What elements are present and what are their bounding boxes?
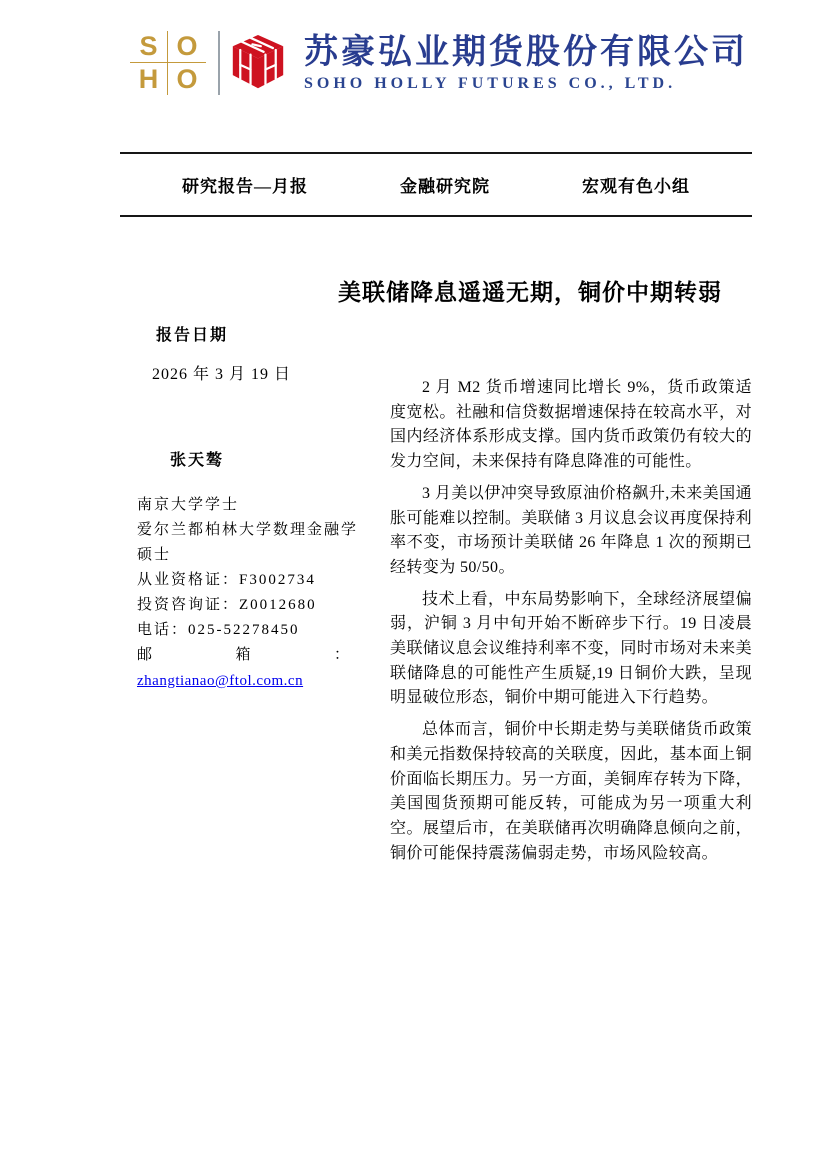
company-logo	[130, 30, 748, 96]
report-type-label: 研究报告—月报	[182, 177, 308, 196]
body-paragraph: 3 月美以伊冲突导致原油价格飙升,未来美国通胀可能难以控制。美联储 3 月议息会议再度保持利率不变，市场预计美联储 26 年降息 1 次的预期已经转变为 50/50。	[390, 484, 752, 576]
soho-letter: O	[176, 63, 198, 94]
company-name-en: SOHO HOLLY FUTURES CO., LTD.	[304, 75, 677, 92]
body-paragraph: 2 月 M2 货币增速同比增长 9%，货币政策适度宽松。社融和信贷数据增速保持在较高水平，对国内经济体系形成支撑。国内货币政策仍有较大的发力空间，未来保持有降息降准的可能性。	[390, 379, 752, 471]
credential-degree-bachelor: 南京大学学士	[137, 497, 240, 513]
header-band-labels	[120, 154, 752, 215]
company-names	[304, 33, 748, 93]
soho-letter: H	[130, 63, 168, 95]
soho-letter: S	[130, 31, 168, 63]
analyst-credentials	[137, 493, 370, 694]
report-title: 美联储降息遥遥无期，铜价中期转弱	[338, 280, 722, 305]
report-body	[390, 376, 752, 873]
email-label-char: 邮	[137, 647, 155, 663]
credential-degree-master: 爱尔兰都柏林大学数理金融学硕士	[137, 522, 359, 563]
institute-label: 金融研究院	[400, 177, 490, 196]
logo-divider	[218, 31, 220, 95]
email-label	[137, 643, 351, 668]
analyst-email-link[interactable]: zhangtianao@ftol.com.cn	[137, 673, 304, 689]
credential-advisory-cert: 投资咨询证：Z0012680	[137, 597, 317, 613]
email-label-char: ：	[333, 647, 351, 663]
body-paragraph: 总体而言，铜价中长期走势与美联储货币政策和美元指数保持较高的关联度，因此，基本面上铜价面临长期压力。另一方面，美铜库存转为下降，美国囤货预期可能反转，可能成为另一项重大利空。展望后市，在美联储再次明确降息倾向之前，铜价可能保持震荡偏弱走势，市场风险较高。	[390, 721, 752, 862]
email-label-char: 箱	[235, 647, 253, 663]
company-name-cn: 苏豪弘业期货股份有限公司	[304, 34, 748, 71]
credential-practice-cert: 从业资格证：F3002734	[137, 572, 316, 588]
report-date: 2026 年 3 月 19 日	[152, 366, 292, 383]
soho-letter: O	[168, 31, 206, 63]
header-rule-bottom	[120, 215, 752, 217]
cube-logo-icon	[230, 30, 286, 96]
soho-logo-mark	[130, 31, 206, 95]
team-label: 宏观有色小组	[582, 177, 690, 196]
credential-phone: 电话：025-52278450	[137, 622, 300, 638]
header-band	[120, 152, 752, 217]
report-date-label: 报告日期	[156, 327, 229, 344]
analyst-name: 张天骜	[170, 452, 225, 469]
body-paragraph: 技术上看，中东局势影响下，全球经济展望偏弱，沪铜 3 月中旬开始不断碎步下行。19 日凌晨美联储议息会议维持利率不变，同时市场对未来美联储降息的可能性产生质疑,19 日铜价大跌，呈现明显破位形态，铜价中期可能进入下行趋势。	[390, 590, 752, 707]
